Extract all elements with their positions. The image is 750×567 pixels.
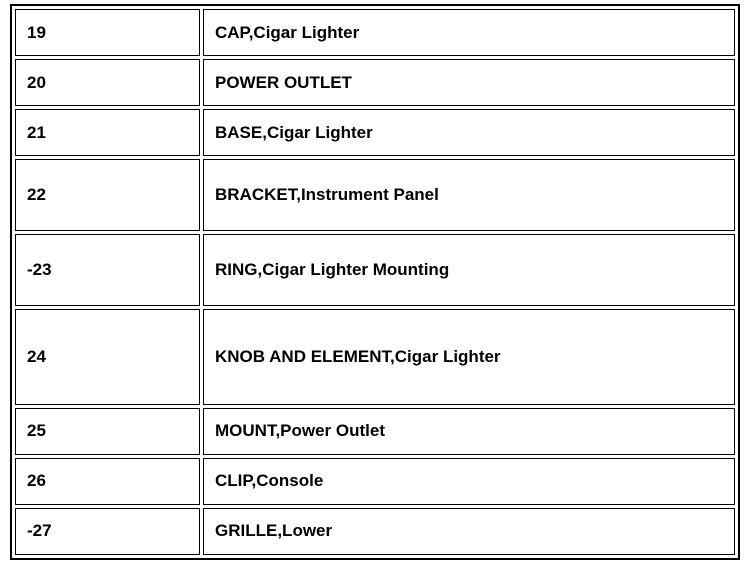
part-number-cell: 20 — [15, 59, 200, 106]
part-description-cell: BASE,Cigar Lighter — [203, 109, 735, 156]
parts-table-frame — [10, 4, 740, 560]
part-number-cell: 22 — [15, 159, 200, 231]
part-number-cell: -27 — [15, 508, 200, 555]
table-row — [15, 408, 735, 455]
part-number-cell: -23 — [15, 234, 200, 306]
table-row — [15, 508, 735, 555]
table-row — [15, 309, 735, 405]
part-description-cell: CLIP,Console — [203, 458, 735, 505]
part-description-cell: MOUNT,Power Outlet — [203, 408, 735, 455]
table-row — [15, 59, 735, 106]
part-number-cell: 19 — [15, 9, 200, 56]
table-row — [15, 9, 735, 56]
part-description-cell: POWER OUTLET — [203, 59, 735, 106]
table-row — [15, 234, 735, 306]
part-description-cell: CAP,Cigar Lighter — [203, 9, 735, 56]
part-number-cell: 25 — [15, 408, 200, 455]
parts-table — [12, 6, 738, 558]
table-row — [15, 458, 735, 505]
table-row — [15, 109, 735, 156]
part-description-cell: BRACKET,Instrument Panel — [203, 159, 735, 231]
part-description-cell: RING,Cigar Lighter Mounting — [203, 234, 735, 306]
part-number-cell: 26 — [15, 458, 200, 505]
part-description-cell: KNOB AND ELEMENT,Cigar Lighter — [203, 309, 735, 405]
part-number-cell: 24 — [15, 309, 200, 405]
table-row — [15, 159, 735, 231]
part-number-cell: 21 — [15, 109, 200, 156]
part-description-cell: GRILLE,Lower — [203, 508, 735, 555]
